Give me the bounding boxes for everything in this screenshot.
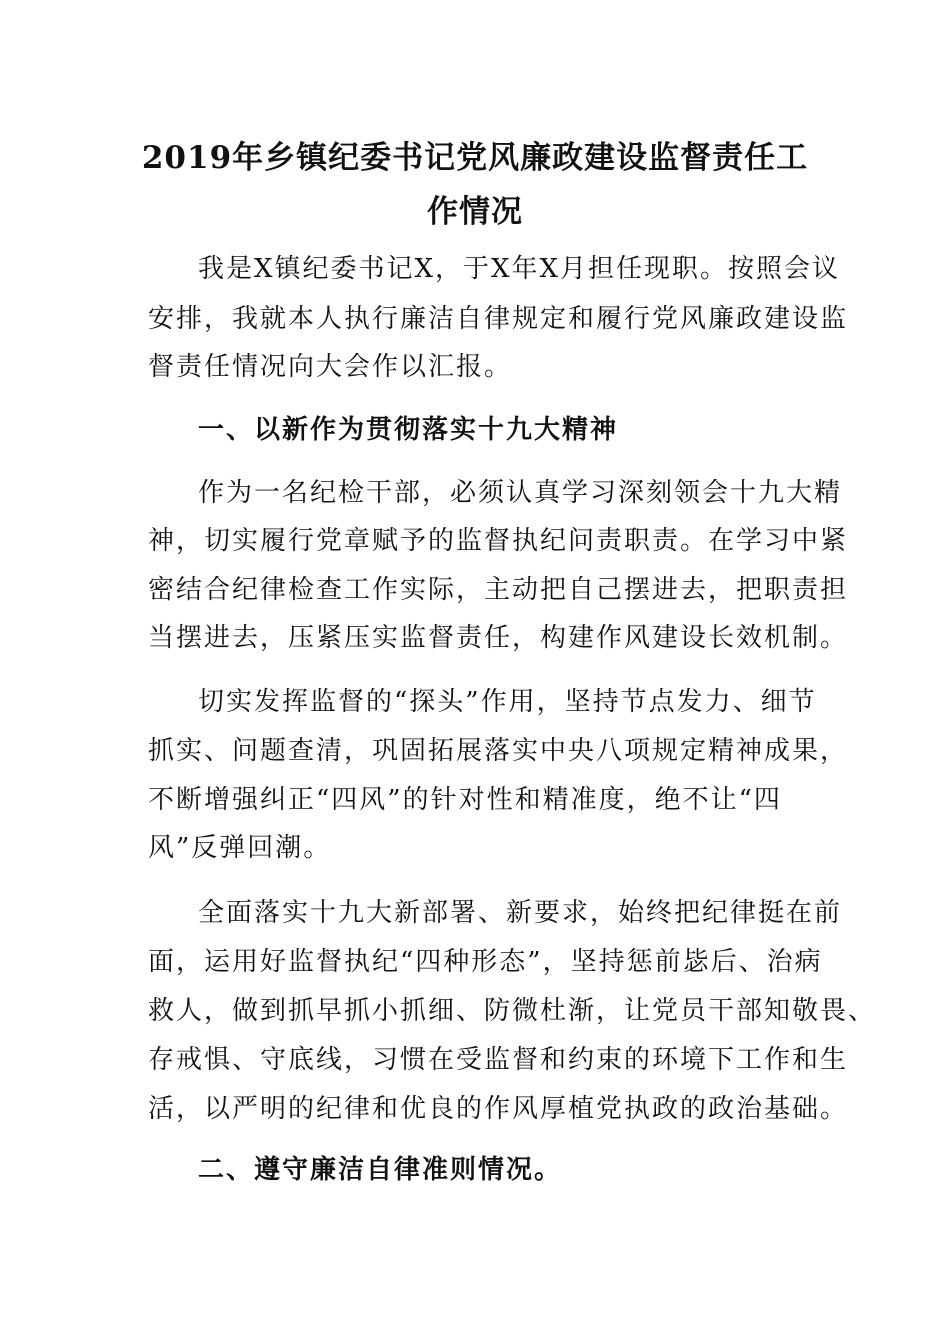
section-1-heading: 一、以新作为贯彻落实十九大精神 bbox=[198, 415, 619, 445]
section-1-p3-line-3: 救人，做到抓早抓小抓细、防微杜渐，让党员干部知敬畏、 bbox=[148, 996, 877, 1026]
section-1-p3-line-4: 存戒惧、守底线，习惯在受监督和约束的环境下工作和生 bbox=[148, 1045, 849, 1075]
intro-line-3: 督责任情况向大会作以汇报。 bbox=[148, 352, 513, 382]
section-1-p1-line-4: 当摆进去，压紧压实监督责任，构建作风建设长效机制。 bbox=[148, 623, 849, 653]
document-title-line-1: 2019年乡镇纪委书记党风廉政建设监督责任工 bbox=[141, 140, 809, 176]
section-1-p3-line-1: 全面落实十九大新部署、新要求，始终把纪律挺在前 bbox=[198, 898, 843, 928]
section-1-p1-line-2: 神，切实履行党章赋予的监督执纪问责职责。在学习中紧 bbox=[148, 526, 849, 556]
section-1-p2-line-3: 不断增强纠正“四风”的针对性和精准度，绝不让“四 bbox=[148, 785, 782, 815]
section-2-heading: 二、遵守廉洁自律准则情况。 bbox=[198, 1155, 563, 1185]
document-title-line-2: 作情况 bbox=[427, 194, 523, 230]
section-1-p2-line-1: 切实发挥监督的“探头”作用，坚持节点发力、细节 bbox=[198, 687, 817, 717]
section-1-p2-line-4: 风”反弹回潮。 bbox=[148, 833, 332, 863]
section-1-p1-line-3: 密结合纪律检查工作实际，主动把自己摆进去，把职责担 bbox=[148, 575, 849, 605]
section-1-p3-line-2: 面，运用好监督执纪“四种形态”，坚持惩前毖后、治病 bbox=[148, 947, 823, 977]
section-1-p2-line-2: 抓实、问题查清，巩固拓展落实中央八项规定精神成果， bbox=[148, 736, 849, 766]
section-1-p1-line-1: 作为一名纪检干部，必须认真学习深刻领会十九大精 bbox=[198, 478, 843, 508]
section-1-p3-line-5: 活，以严明的纪律和优良的作风厚植党执政的政治基础。 bbox=[148, 1094, 849, 1124]
intro-line-1: 我是X镇纪委书记X，于X年X月担任现职。按照会议 bbox=[198, 254, 841, 284]
intro-line-2: 安排，我就本人执行廉洁自律规定和履行党风廉政建设监 bbox=[148, 304, 849, 334]
